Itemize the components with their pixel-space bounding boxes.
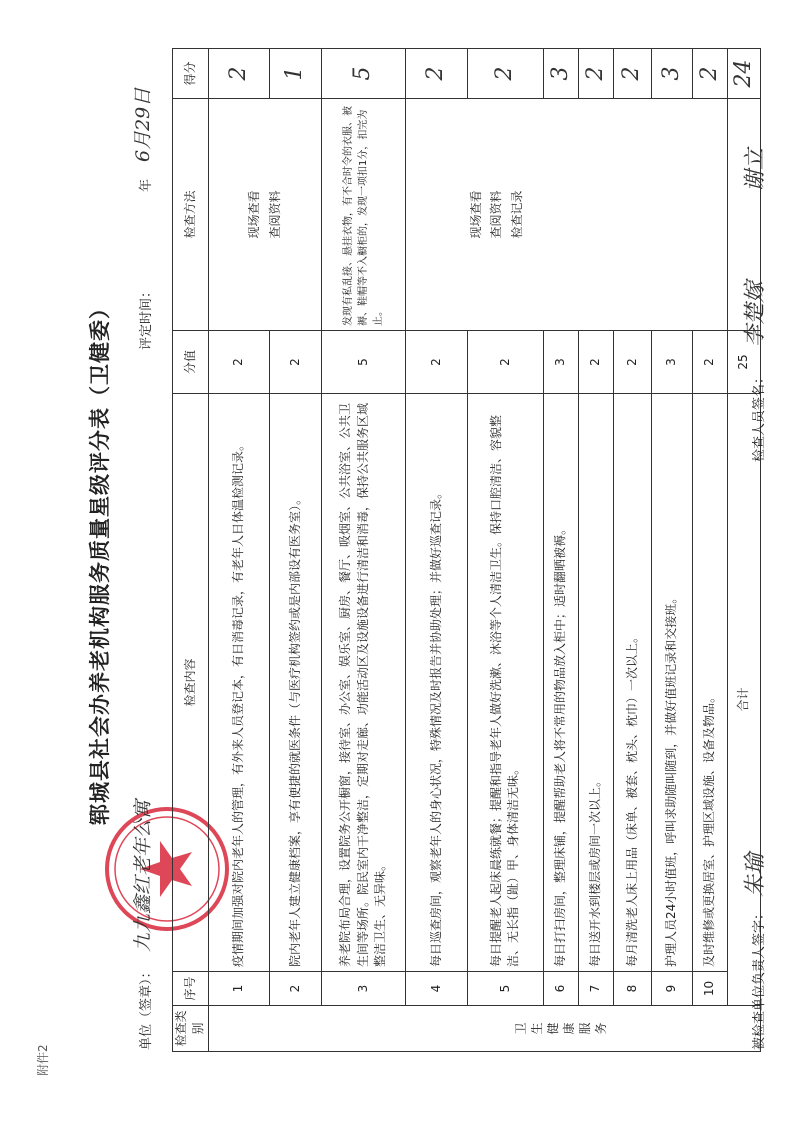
row-score: 2 (208, 49, 269, 99)
row-score: 2 (692, 49, 727, 99)
row-content: 每日提醒老人起床晨练就餐；提醒和指导老年人做好洗漱、沐浴等个人清洁卫生。保持口腔清洁、容貌整洁、无长指（趾）甲、身体清洁无味。 (467, 394, 543, 972)
row-content: 每日巡查房间，观察老年人的身心状况，特殊情况及时报告并协助处理；并做好巡查记录。 (405, 394, 467, 972)
method-line: 现场查看 (468, 190, 483, 239)
row-content: 及时维修或更换居室、护理区域设施、设备及物品。 (692, 394, 727, 972)
eval-date: 6月29日 (132, 87, 154, 162)
header-row (173, 49, 209, 1052)
row-no: 9 (651, 972, 692, 1006)
row-content: 每月清洗老人床上用品（床单、被套、枕头、枕巾）一次以上。 (613, 394, 651, 972)
row-points: 3 (543, 331, 578, 394)
row-points: 2 (578, 331, 613, 394)
row-points: 5 (321, 331, 405, 394)
inspector-signature: 李楚嫁 (743, 280, 768, 347)
responsible-signature: 朱瑜 (743, 852, 768, 897)
row-content: 养老院布局合理，设置院务公开橱窗，接待室、办公室、娱乐室、厨房、餐厅、吸烟室、公共浴室、公共卫生间等场所。院民室内干净整洁，定期对走廊、功能活动区及设施设备进行清洁和消毒，保持公共服务区域整洁卫生、无异味。 (321, 394, 405, 972)
table-row (208, 49, 269, 1052)
row-score: 2 (578, 49, 613, 99)
row-points: 2 (467, 331, 543, 394)
row-content: 每日送开水到楼层或房间一次以上。 (578, 394, 613, 972)
row-no: 3 (321, 972, 405, 1006)
header-score: 得分 (173, 49, 209, 99)
row-content: 每日打扫房间，整理床铺，提醒帮助老人将不常用的物品放入柜中；适时翻晒被褥。 (543, 394, 578, 972)
page-title: 郓城县社会办养老机构服务质量星级评分表（卫健委） (88, 297, 112, 825)
row-score: 2 (467, 49, 543, 99)
inspector-signature-2: 谢立 (743, 147, 768, 192)
row-score: 3 (651, 49, 692, 99)
unit-value: 九九鑫红老年公寓 (132, 799, 154, 952)
header-points: 分值 (173, 331, 209, 394)
method-line: 检查记录 (509, 190, 524, 239)
row-points: 2 (692, 331, 727, 394)
method-cell-b (405, 99, 727, 331)
row-no: 1 (208, 972, 269, 1006)
row-no: 2 (269, 972, 321, 1006)
method-cell-a (208, 99, 321, 331)
row-content: 院内老年人建立健康档案，享有便捷的就医条件（与医疗机构签约或是内部设有医务室）。 (269, 394, 321, 972)
row-content: 护理人员24小时值班，呼叫求助随叫随到，并做好值班记录和交接班。 (651, 394, 692, 972)
appendix-label: 附件2 (36, 1044, 50, 1076)
inspector-sign-label: 检查人员签名： (752, 370, 767, 462)
category-cell (208, 1006, 760, 1052)
row-points: 2 (613, 331, 651, 394)
evaluation-table (172, 48, 761, 1052)
category-label: 卫生健康服务 (513, 1022, 609, 1035)
total-row (727, 49, 760, 1052)
header-method: 检查方法 (173, 99, 209, 331)
header-category: 检查类别 (173, 1006, 209, 1052)
row-points: 2 (269, 331, 321, 394)
eval-time-label: 评定时间： (139, 284, 154, 350)
row-points: 3 (651, 331, 692, 394)
header-content: 检查内容 (173, 394, 209, 972)
row-no: 5 (467, 972, 543, 1006)
method-cell-row3: 发现有私乱接、悬挂衣物，有不合时令的衣服、被褥、鞋帽等不入橱柜的，发现一项扣1分，扣完为止。 (321, 99, 405, 331)
row-score: 1 (269, 49, 321, 99)
table-row (405, 49, 467, 1052)
row-score: 3 (543, 49, 578, 99)
row-no: 4 (405, 972, 467, 1006)
row-score: 2 (405, 49, 467, 99)
table-row (321, 49, 405, 1052)
header-no: 序号 (173, 972, 209, 1006)
row-no: 10 (692, 972, 727, 1006)
row-no: 8 (613, 972, 651, 1006)
method-line: 现场查看 (247, 190, 262, 239)
row-score: 2 (613, 49, 651, 99)
row-no: 7 (578, 972, 613, 1006)
row-content: 疫情期间加强对院内老年人的管理，有外来人员登记本，有日消毒记录，有老年人日体温检测记录。 (208, 394, 269, 972)
row-no: 6 (543, 972, 578, 1006)
row-score: 5 (321, 49, 405, 99)
row-points: 2 (208, 331, 269, 394)
responsible-sign-label: 被检查单位负责人签字： (752, 906, 767, 1050)
method-line: 查阅资料 (489, 190, 504, 239)
total-label: 合计 (727, 394, 760, 1006)
row-points: 2 (405, 331, 467, 394)
method-line: 查阅资料 (267, 190, 282, 239)
unit-label: 单位（签章）： (139, 965, 154, 1050)
total-score: 24 (727, 49, 760, 99)
eval-year-suffix: 年 (139, 178, 154, 192)
total-points: 25 (727, 331, 760, 394)
